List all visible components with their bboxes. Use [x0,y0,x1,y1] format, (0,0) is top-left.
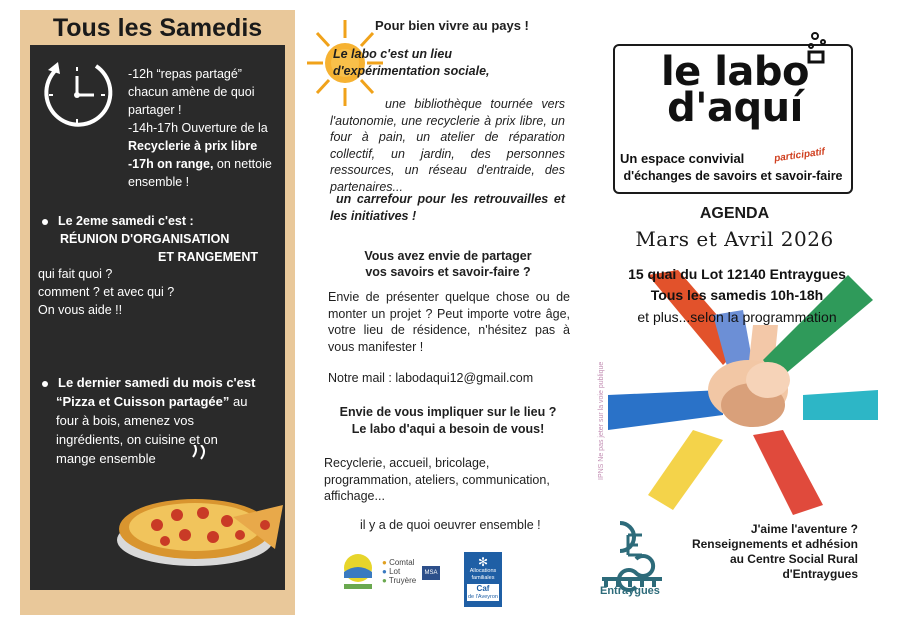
contact-mail[interactable]: Notre mail : labodaqui12@gmail.com [328,371,534,385]
agenda-heading: AGENDA [699,205,770,222]
lab-description: une bibliothèque tournée vers l'autonomie, une recyclerie à prix libre, un four à pain, un atelier de réparation collectif, un jardin, des personnes ressources, un réseau d'entraide, des partenaires... [330,97,565,194]
saturday-schedule: -12h “repas partagé” chacun amène de quoi partager ! -14h-17h Ouverture de la Recyclerie à prix libre -17h on range, on nettoie ensemble ! [128,67,272,189]
programming-note: et plus...selon la programmation [637,309,837,325]
bullet-icon [42,219,48,225]
second-saturday-title-2: ET RANGEMENT [158,250,258,264]
flask-icon [795,30,840,90]
share-text: Envie de présenter quelque chose ou de monter un projet ? Peut importe votre âge, votre lieu de résidence, n'hésitez pas à vous manifester ! [328,290,570,354]
last-saturday-text: Le dernier samedi du mois c'est “Pizza et Cuisson partagée” au four à bois, amenez vos ingrédients, on cuisine et on mange ensemble [42,373,287,468]
opening-hours: Tous les samedis 10h-18h [650,287,824,303]
questions-list: qui fait quoi ? comment ? et avec qui ? On vous aide !! [38,267,175,317]
comtal-logo: ● Comtal ● Lot ● Truyère [382,558,417,585]
region-logo-icon [340,552,376,592]
involve-title-1: Envie de vous impliquer sur le lieu ? [339,405,557,419]
brand-title: le labo d'aquí [660,49,810,131]
brand-subtitle-2: d'échanges de savoirs et savoir-faire [623,169,843,183]
msa-logo: MSA [422,566,440,580]
involve-title-2: Le labo d'aqui a besoin de vous! [351,422,545,436]
brand-subtitle-1: Un espace convivial [620,151,745,166]
ipns-note: IPNS Ne pas jeter sur la voie publique [598,361,605,480]
address: 15 quai du Lot 12140 Entraygues [628,266,846,282]
contact-block: J'aime l'aventure ? Renseignements et adhésion au Centre Social Rural d'Entraygues [691,522,858,581]
partner-logos [340,552,510,607]
second-saturday-intro: Le 2eme samedi c'est : [42,212,194,230]
second-saturday-title-1: RÉUNION D'ORGANISATION [60,232,230,246]
pizza-illustration [115,445,285,570]
middle-heading: Pour bien vivre au pays ! [375,18,529,33]
brand-subtitle-participatif: participatif [773,146,826,165]
clock-icon [36,54,118,136]
hands-illustration [603,270,878,515]
share-title-2: vos savoirs et savoir-faire ? [365,265,531,279]
agenda-dates: Mars et Avril 2026 [635,227,834,251]
closing-text: il y a de quoi oeuvrer ensemble ! [360,518,541,532]
left-panel-title: Tous les Samedis [52,14,263,42]
intro-line-2: d'expérimentation sociale, [333,64,490,78]
crossroads-text: un carrefour pour les retrouvailles et les initiatives ! [330,192,565,223]
bullet-icon [42,381,48,387]
csr-label: Entraygues [600,585,660,597]
intro-line-1: Le labo c'est un lieu [333,47,452,61]
snowflake-icon: ✻ [477,555,489,569]
caf-logo: ✻ Allocations familiales Caf de l'Aveyron [464,552,502,607]
share-title-1: Vous avez envie de partager [364,249,532,263]
activities-list: Recyclerie, accueil, bricolage, programmation, ateliers, communication, affichage... [324,456,550,503]
